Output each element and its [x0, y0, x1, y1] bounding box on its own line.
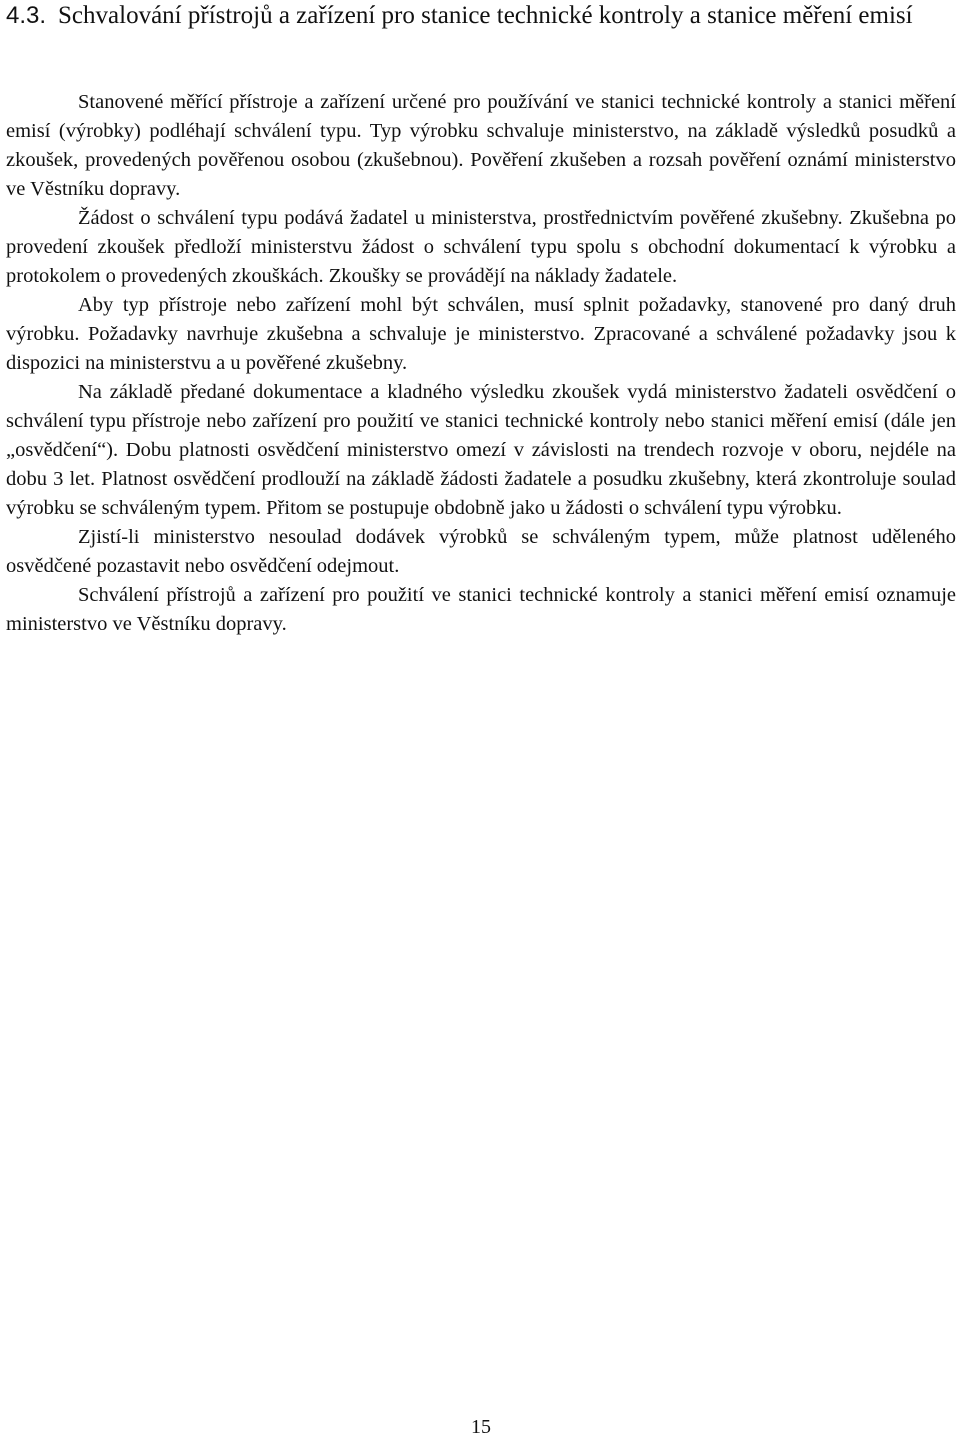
paragraph: Stanovené měřící přístroje a zařízení určené pro používání ve stanici technické kontroly a stanici měření emisí (výrobky) podléhají schválení typu. Typ výrobku schvaluje ministerstvo, na základě výsledků posudků a zkoušek, provedených pověřenou osobou (zkušebnou). Pověření zkušeben a rozsah pověření oznámí ministerstvo ve Věstníku dopravy. — [6, 91, 956, 200]
paragraph: Žádost o schválení typu podává žadatel u ministerstva, prostřednictvím pověřené zkušebny. Zkušebna po provedení zkoušek předloží ministerstvu žádost o schválení typu spolu s obchodní dokumentací k výrobku a protokolem o provedených zkouškách. Zkoušky se provádějí na náklady žadatele. — [6, 207, 956, 287]
section-number: 4.3. — [6, 2, 47, 29]
paragraph: Na základě předané dokumentace a kladného výsledku zkoušek vydá ministerstvo žadateli osvědčení o schválení typu přístroje nebo zařízení pro použití ve stanici technické kontroly nebo stanici měření emisí (dále jen „osvědčení“). Dobu platnosti osvědčení ministerstvo omezí v závislosti na trendech rozvoje v oboru, nejdéle na dobu 3 let. Platnost osvědčení prodlouží na základě žádosti žadatele a posudku zkušebny, která zkontroluje soulad výrobku se schváleným typem. Přitom se postupuje obdobně jako u žádosti o schválení typu výrobku. — [6, 381, 956, 519]
section-heading — [6, 0, 956, 31]
section-body — [6, 88, 956, 639]
page-number: 15 — [471, 1416, 491, 1438]
paragraph: Schválení přístrojů a zařízení pro použití ve stanici technické kontroly a stanici měření emisí oznamuje ministerstvo ve Věstníku dopravy. — [6, 584, 956, 635]
section-title: Schvalování přístrojů a zařízení pro stanice technické kontroly a stanice měření emisí — [58, 2, 913, 29]
document-page — [6, 0, 956, 1440]
paragraph: Aby typ přístroje nebo zařízení mohl být schválen, musí splnit požadavky, stanovené pro daný druh výrobku. Požadavky navrhuje zkušebna a schvaluje je ministerstvo. Zpracované a schválené požadavky jsou k dispozici na ministerstvu a u pověřené zkušebny. — [6, 294, 956, 374]
paragraph: Zjistí-li ministerstvo nesoulad dodávek výrobků se schváleným typem, může platnost uděleného osvědčené pozastavit nebo osvědčení odejmout. — [6, 526, 956, 577]
